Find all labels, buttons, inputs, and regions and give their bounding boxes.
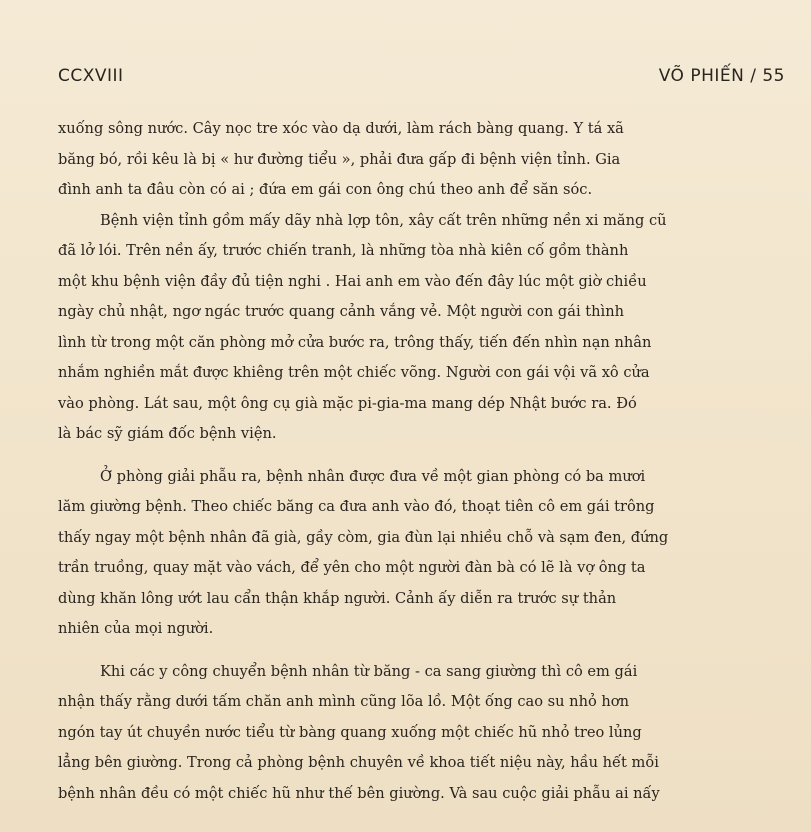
text-line: đình anh ta đâu còn có ai ; đứa em gái con ông chú theo anh để săn sóc. xyxy=(58,181,593,198)
text-line: Khi các y công chuyển bệnh nhân từ băng - ca sang giường thì cô em gái xyxy=(100,662,638,680)
text-line: băng bó, rồi kêu là bị « hư đường tiểu », phải đưa gấp đi bệnh viện tỉnh. Gia xyxy=(58,150,621,168)
text-line: trần truồng, quay mặt vào vách, để yên cho một người đàn bà có lẽ là vợ ông ta xyxy=(58,559,646,576)
text-line: lẳng bên giường. Trong cả phòng bệnh chuyên về khoa tiết niệu này, hầu hết mỗi xyxy=(58,754,659,771)
paragraph-1 xyxy=(58,114,788,206)
text-line: nhắm nghiền mắt được khiêng trên một chiếc võng. Người con gái vội vã xô cửa xyxy=(58,364,650,381)
paragraph-4 xyxy=(58,657,788,810)
text-line: Bệnh viện tỉnh gồm mấy dãy nhà lợp tôn, xây cất trên những nền xi măng cũ xyxy=(100,211,667,229)
text-line: ngón tay út chuyền nước tiểu từ bàng quang xuống một chiếc hũ nhỏ treo lủng xyxy=(58,723,642,741)
author-page-number: VÕ PHIẾN / 55 xyxy=(658,66,785,86)
text-line: nhận thấy rằng dưới tấm chăn anh mình cũng lõa lồ. Một ống cao su nhỏ hơn xyxy=(58,693,629,710)
text-line: lình từ trong một căn phòng mở cửa bước ra, trông thấy, tiến đến nhìn nạn nhân xyxy=(58,333,652,351)
text-line: một khu bệnh viện đầy đủ tiện nghi . Hai anh em vào đến đây lúc một giờ chiều xyxy=(58,272,647,290)
page-header xyxy=(58,62,787,90)
chapter-number: CCXVIII xyxy=(58,66,124,86)
paragraph-3 xyxy=(58,462,788,645)
text-line: ngày chủ nhật, ngơ ngác trước quang cảnh vắng vẻ. Một người con gái thình xyxy=(58,303,624,320)
text-line: là bác sỹ giám đốc bệnh viện. xyxy=(58,425,277,442)
text-line: thấy ngay một bệnh nhân đã già, gầy còm, gia đùn lại nhiều chỗ và sạm đen, đứng xyxy=(58,528,669,546)
text-line: bệnh nhân đều có một chiếc hũ như thế bên giường. Và sau cuộc giải phẫu ai nấy xyxy=(58,784,660,802)
paragraph-2 xyxy=(58,206,788,450)
text-line: lăm giường bệnh. Theo chiếc băng ca đưa anh vào đó, thoạt tiên cô em gái trông xyxy=(58,498,655,515)
text-line: xuống sông nước. Cây nọc tre xóc vào dạ dưới, làm rách bàng quang. Y tá xã xyxy=(58,120,624,137)
text-line: vào phòng. Lát sau, một ông cụ già mặc pi-gia-ma mang dép Nhật bước ra. Đó xyxy=(58,394,637,412)
text-line: nhiên của mọi người. xyxy=(58,620,214,637)
text-line: Ở phòng giải phẫu ra, bệnh nhân được đưa về một gian phòng có ba mươi xyxy=(100,467,646,485)
text-line: dùng khăn lông ướt lau cẩn thận khắp người. Cảnh ấy diễn ra trước sự thản xyxy=(58,589,617,607)
body-text xyxy=(58,114,788,809)
text-line: đã lở lói. Trên nền ấy, trước chiến tranh, là những tòa nhà kiên cố gồm thành xyxy=(58,242,629,259)
